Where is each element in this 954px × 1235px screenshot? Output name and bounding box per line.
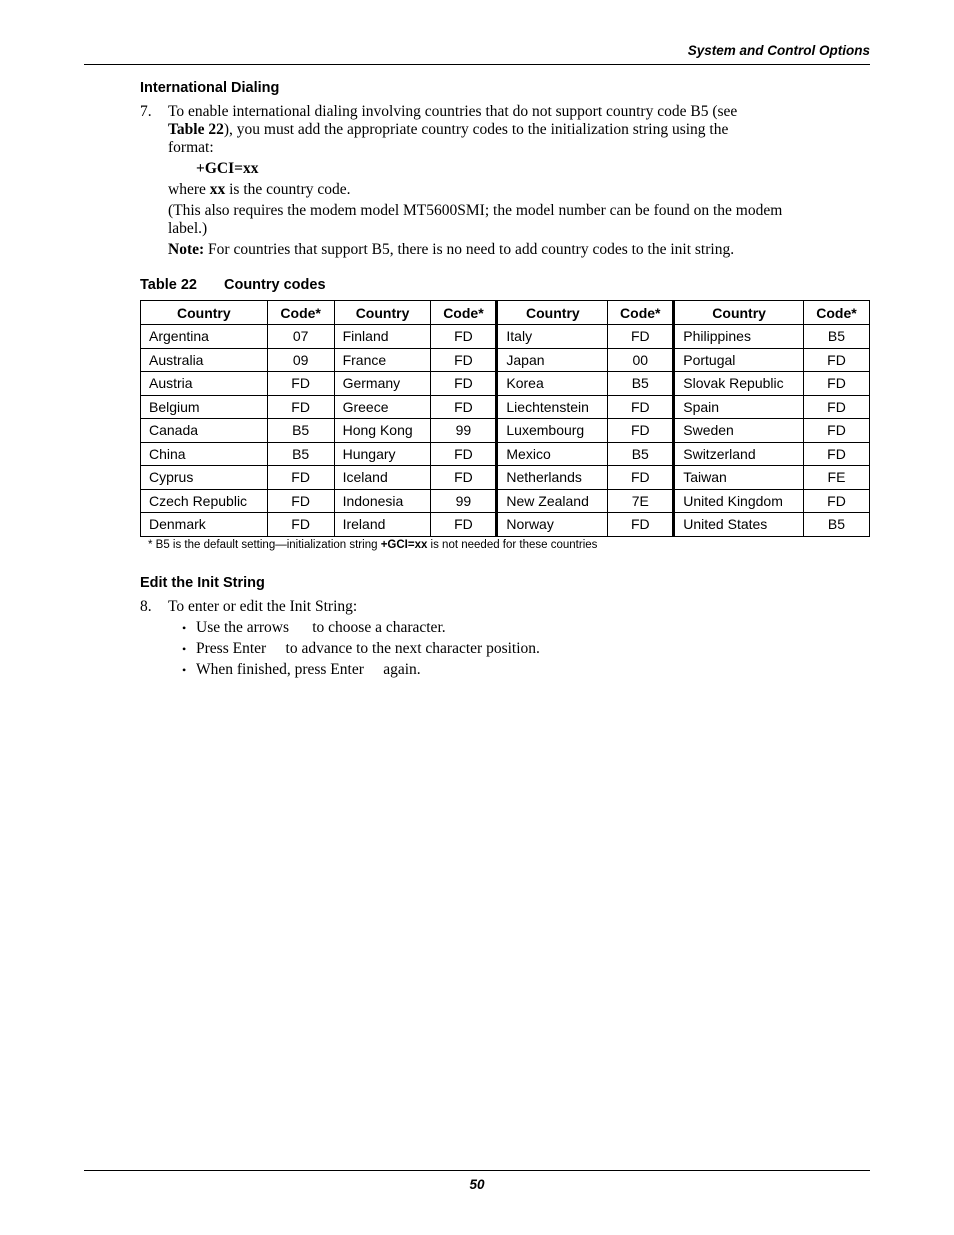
code-cell: 07 xyxy=(267,325,334,349)
country-cell: United States xyxy=(674,513,804,537)
country-cell: Philippines xyxy=(674,325,804,349)
country-cell: Iceland xyxy=(334,466,431,490)
code-cell: B5 xyxy=(267,442,334,466)
section-heading-edit-init-string: Edit the Init String xyxy=(140,575,265,591)
code-cell: B5 xyxy=(803,325,869,349)
country-cell: Australia xyxy=(141,348,268,372)
country-cell: Denmark xyxy=(141,513,268,537)
country-cell: Italy xyxy=(497,325,608,349)
country-cell: Belgium xyxy=(141,395,268,419)
code-cell: 99 xyxy=(431,489,497,513)
column-header: Country xyxy=(497,301,608,325)
table-row xyxy=(141,372,870,396)
country-cell: Portugal xyxy=(674,348,804,372)
step-7-line-3: format: xyxy=(168,139,214,156)
country-cell: Mexico xyxy=(497,442,608,466)
code-cell: B5 xyxy=(803,513,869,537)
country-cell: United Kingdom xyxy=(674,489,804,513)
code-cell: 00 xyxy=(608,348,674,372)
list-item: • Use the arrows to choose a character. xyxy=(182,619,446,636)
step-8-intro: To enter or edit the Init String: xyxy=(168,598,358,615)
country-cell: Greece xyxy=(334,395,431,419)
code-cell: 09 xyxy=(267,348,334,372)
table-row xyxy=(141,466,870,490)
code-cell: FD xyxy=(803,395,869,419)
running-header: System and Control Options xyxy=(687,43,870,58)
section-heading-international-dialing: International Dialing xyxy=(140,80,280,96)
code-cell: FD xyxy=(431,466,497,490)
code-cell: FD xyxy=(431,442,497,466)
code-cell: B5 xyxy=(608,372,674,396)
country-cell: Taiwan xyxy=(674,466,804,490)
code-cell: FD xyxy=(803,442,869,466)
code-cell: FD xyxy=(267,489,334,513)
footer-rule xyxy=(84,1170,870,1171)
page-number: 50 xyxy=(469,1177,485,1192)
model-note-line-1: (This also requires the modem model MT5600SMI; the model number can be found on the modem xyxy=(168,202,783,219)
code-cell: FD xyxy=(608,395,674,419)
code-cell: 99 xyxy=(431,419,497,443)
code-cell: FD xyxy=(803,372,869,396)
code-cell: FD xyxy=(267,372,334,396)
country-cell: Netherlands xyxy=(497,466,608,490)
code-cell: FD xyxy=(431,348,497,372)
table-row xyxy=(141,395,870,419)
code-cell: FD xyxy=(431,513,497,537)
code-cell: FD xyxy=(803,419,869,443)
code-cell: FD xyxy=(431,372,497,396)
bullet-icon: • xyxy=(182,621,187,635)
country-cell: New Zealand xyxy=(497,489,608,513)
country-cell: Czech Republic xyxy=(141,489,268,513)
code-cell: FD xyxy=(431,325,497,349)
code-cell: B5 xyxy=(608,442,674,466)
column-header: Code* xyxy=(267,301,334,325)
code-cell: FD xyxy=(267,395,334,419)
table-row xyxy=(141,348,870,372)
country-cell: Korea xyxy=(497,372,608,396)
country-cell: Luxembourg xyxy=(497,419,608,443)
code-cell: FD xyxy=(608,513,674,537)
step-7-line-1: To enable international dialing involving countries that do not support country code B5 (see xyxy=(168,103,738,120)
model-note-line-2: label.) xyxy=(168,220,208,237)
country-cell: Canada xyxy=(141,419,268,443)
table-row xyxy=(141,442,870,466)
table-row xyxy=(141,325,870,349)
note-label: Note: xyxy=(168,241,205,258)
code-cell: FE xyxy=(803,466,869,490)
table-row xyxy=(141,489,870,513)
country-cell: Argentina xyxy=(141,325,268,349)
format-string: +GCI=xx xyxy=(196,160,259,177)
country-cell: Norway xyxy=(497,513,608,537)
header-rule xyxy=(84,64,870,65)
table-footnote: * B5 is the default setting—initialization string +GCI=xx is not needed for these countries xyxy=(148,539,598,551)
country-cell: Cyprus xyxy=(141,466,268,490)
country-cell: France xyxy=(334,348,431,372)
country-cell: China xyxy=(141,442,268,466)
code-cell: FD xyxy=(608,325,674,349)
code-cell: FD xyxy=(267,466,334,490)
bullet-icon: • xyxy=(182,663,187,677)
country-cell: Finland xyxy=(334,325,431,349)
country-cell: Liechtenstein xyxy=(497,395,608,419)
code-cell: FD xyxy=(431,395,497,419)
code-cell: FD xyxy=(608,419,674,443)
step-7-line-2: Table 22), you must add the appropriate country codes to the initialization string using the xyxy=(168,121,729,138)
code-cell: 7E xyxy=(608,489,674,513)
column-header: Country xyxy=(334,301,431,325)
code-cell: FD xyxy=(267,513,334,537)
table-reference: Table 22 xyxy=(168,121,224,138)
step-number-7: 7. xyxy=(140,103,152,120)
table-row xyxy=(141,419,870,443)
code-cell: B5 xyxy=(267,419,334,443)
note-line: Note: For countries that support B5, there is no need to add country codes to the init string. xyxy=(168,241,735,258)
country-cell: Japan xyxy=(497,348,608,372)
country-cell: Ireland xyxy=(334,513,431,537)
bullet-icon: • xyxy=(182,642,187,656)
where-line: where xx is the country code. xyxy=(168,181,351,198)
column-header: Code* xyxy=(431,301,497,325)
list-item: • When finished, press Enter again. xyxy=(182,661,421,678)
country-codes-table xyxy=(140,300,870,537)
country-cell: Indonesia xyxy=(334,489,431,513)
country-cell: Spain xyxy=(674,395,804,419)
country-cell: Austria xyxy=(141,372,268,396)
table-caption: Table 22 Country codes xyxy=(140,277,326,293)
column-header: Code* xyxy=(803,301,869,325)
column-header: Code* xyxy=(608,301,674,325)
country-cell: Germany xyxy=(334,372,431,396)
code-cell: FD xyxy=(608,466,674,490)
column-header: Country xyxy=(674,301,804,325)
country-cell: Hong Kong xyxy=(334,419,431,443)
code-cell: FD xyxy=(803,489,869,513)
country-cell: Switzerland xyxy=(674,442,804,466)
country-cell: Slovak Republic xyxy=(674,372,804,396)
country-cell: Sweden xyxy=(674,419,804,443)
code-cell: FD xyxy=(803,348,869,372)
table-header-row xyxy=(141,301,870,325)
step-number-8: 8. xyxy=(140,598,152,615)
table-row xyxy=(141,513,870,537)
column-header: Country xyxy=(141,301,268,325)
list-item: • Press Enter to advance to the next character position. xyxy=(182,640,540,657)
country-cell: Hungary xyxy=(334,442,431,466)
